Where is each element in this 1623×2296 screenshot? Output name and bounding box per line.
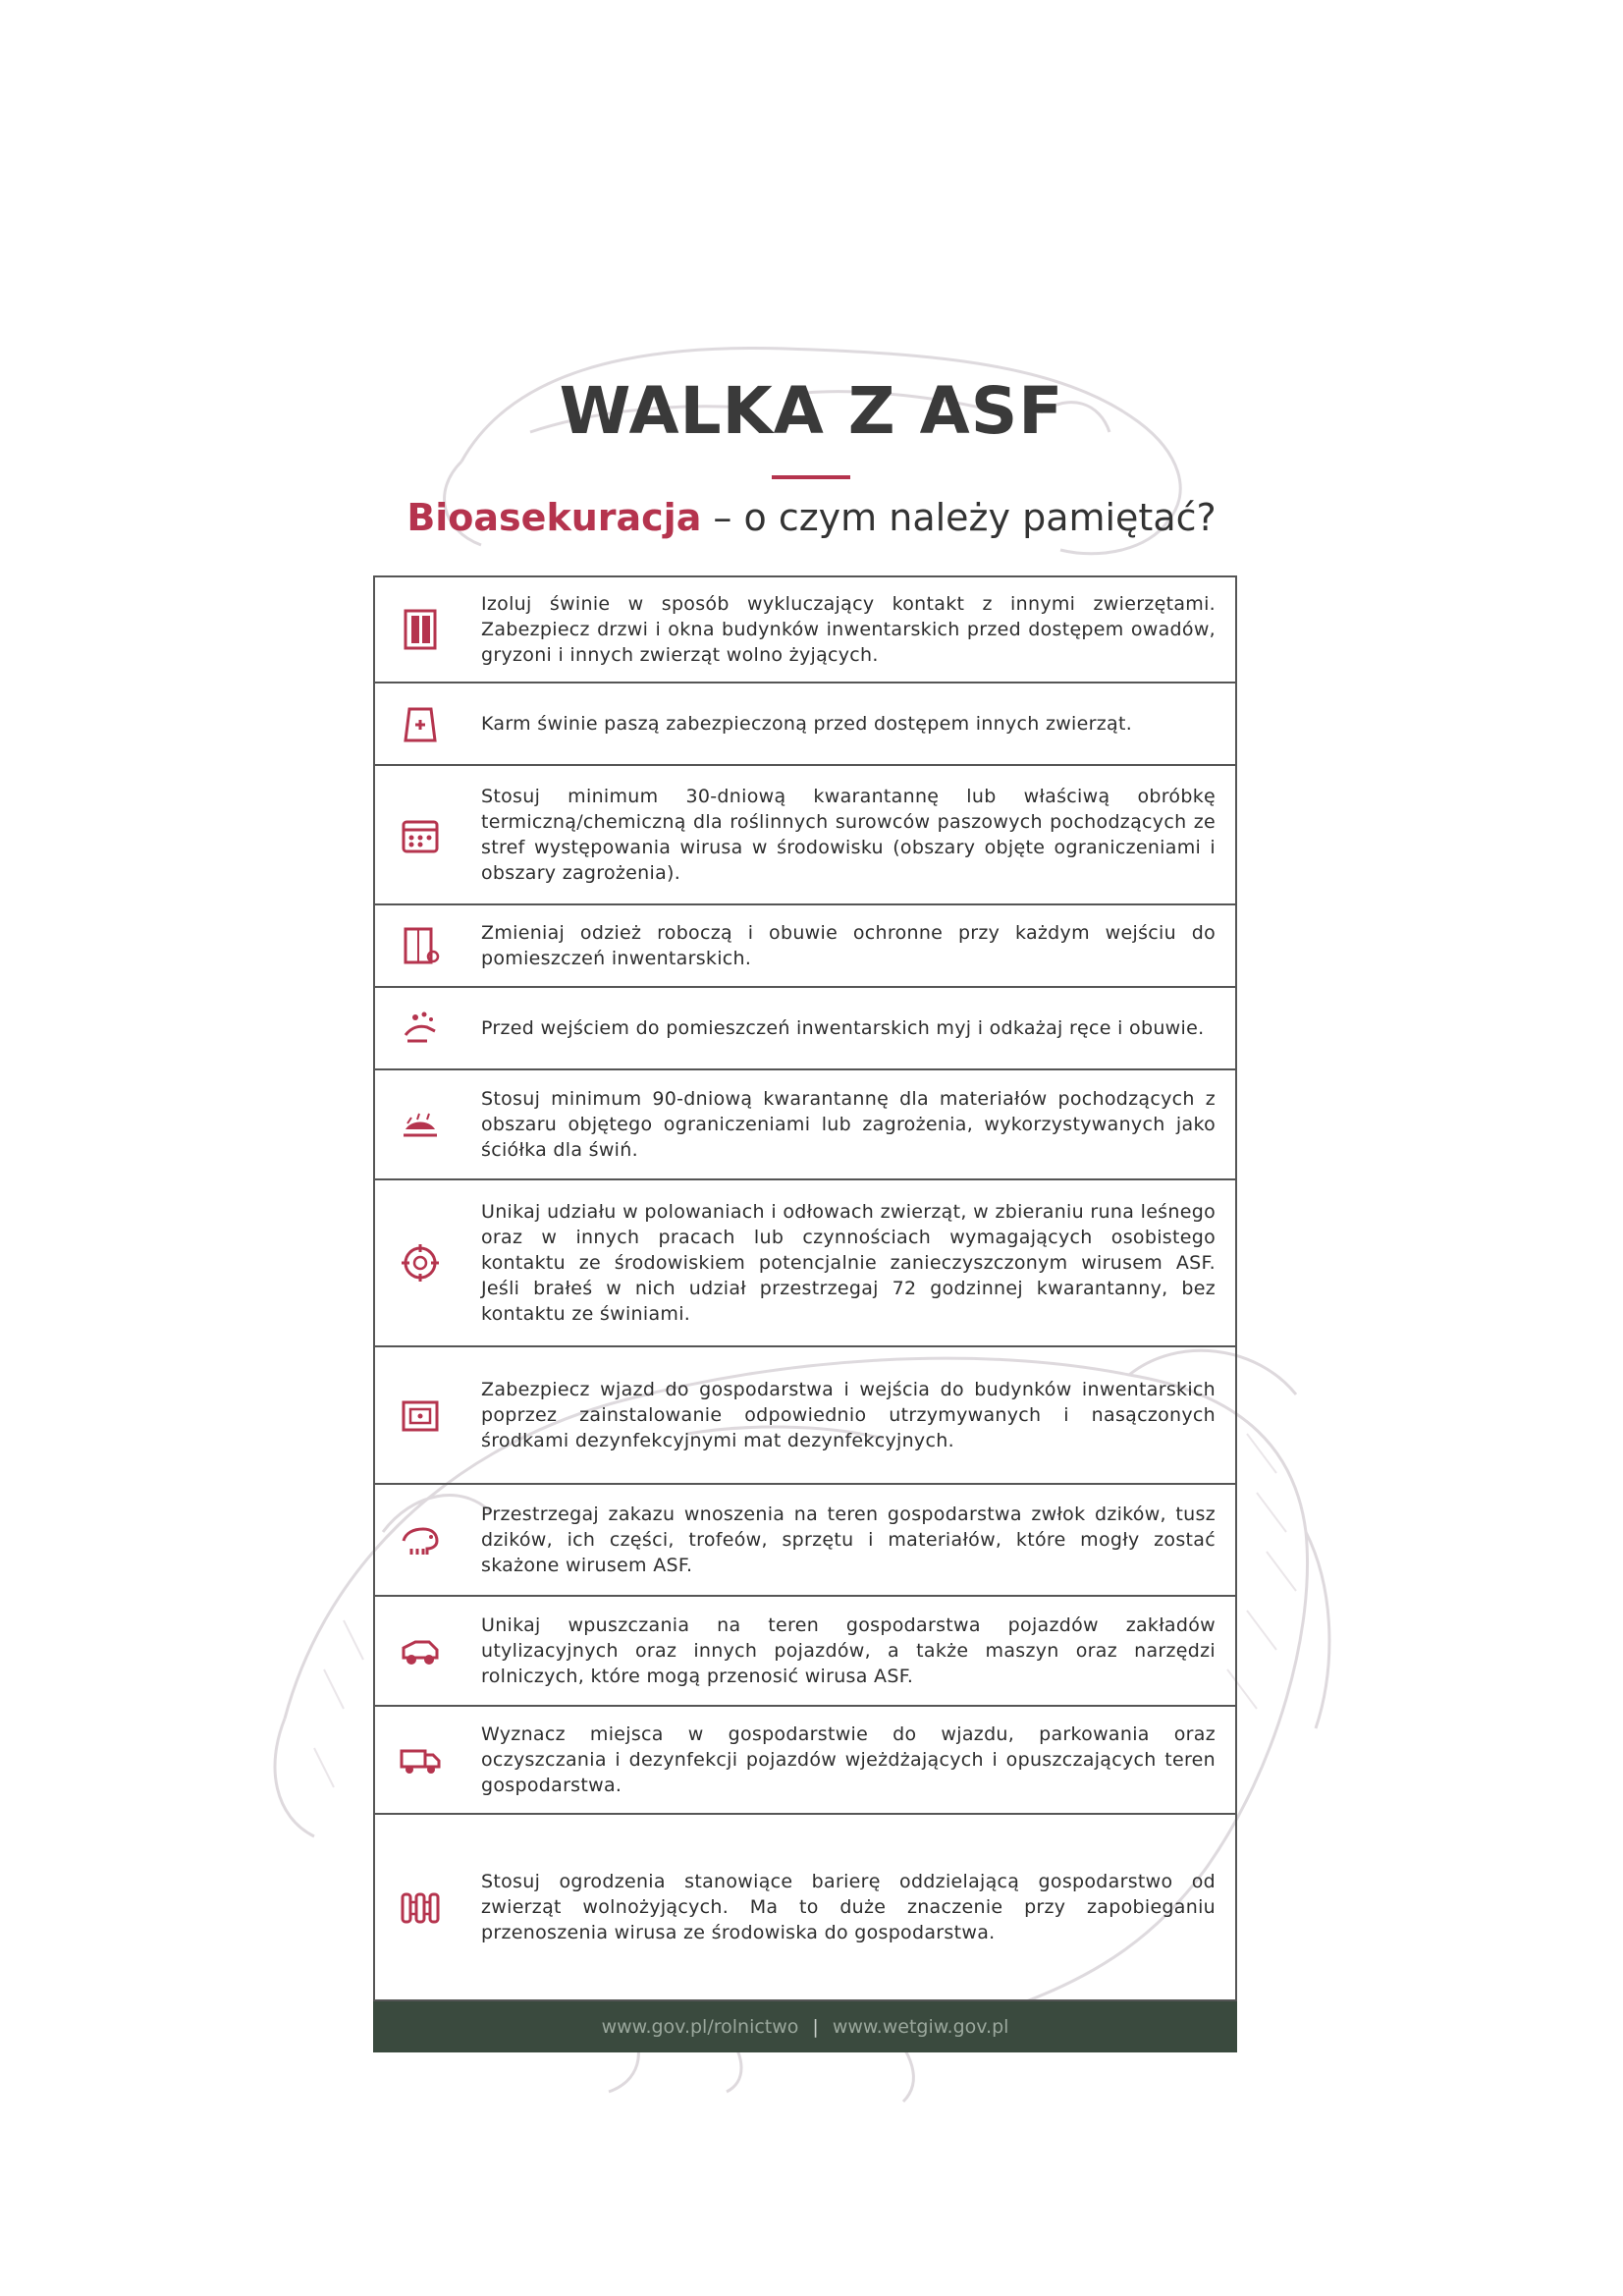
row-text: Stosuj minimum 90-dniową kwarantannę dla materiałów pochodzących z obszaru objętego ograniczeniami lub zagrożenia, wykorzystywanych jako ściółka dla świń. — [481, 1088, 1216, 1161]
row-text: Unikaj wpuszczania na teren gospodarstwa pojazdów zakładów utylizacyjnych oraz innych pojazdów, a także maszyn oraz narzędzi rolniczych, które mogą przenosić wirusa ASF. — [481, 1614, 1216, 1687]
row-text: Przestrzegaj zakazu wnoszenia na teren gospodarstwa zwłok dzików, tusz dzików, ich części, trofeów, sprzętu i materiałów, które mogły zostać skażone wirusem ASF. — [481, 1503, 1216, 1576]
table-row — [375, 1070, 1235, 1180]
truck-icon — [375, 1737, 465, 1782]
boar-icon — [375, 1517, 465, 1562]
hand-wash-icon — [375, 1006, 465, 1051]
row-text: Unikaj udziału w polowaniach i odłowach zwierząt, w zbieraniu runa leśnego oraz w innych pracach lub czynnościach wymagających osobistego kontaktu ze środowiskiem potencjalnie zanieczyszczonym wirusem ASF. Jeśli brałeś w nich udział przestrzegaj 72 godzinnej kwarantanny, bez kontaktu ze świniami. — [481, 1201, 1216, 1325]
table-row — [375, 988, 1235, 1070]
table-row — [375, 766, 1235, 905]
table-row — [375, 905, 1235, 988]
disinfection-mat-icon — [375, 1393, 465, 1438]
calendar-icon — [375, 812, 465, 857]
row-text: Stosuj ogrodzenia stanowiące barierę oddzielającą gospodarstwo od zwierząt wolnożyjących. Ma to duże znaczenie przy zapobieganiu przenoszenia wirusa ze środowiska do gospodarstwa. — [481, 1871, 1216, 1943]
row-text: Izoluj świnie w sposób wykluczający kontakt z innymi zwierzętami. Zabezpiecz drzwi i okna budynków inwentarskich przed dostępem owadów, gryzoni i innych zwierząt wolno żyjących. — [481, 593, 1216, 666]
vehicle-icon — [375, 1628, 465, 1673]
subtitle-accent: Bioasekuracja — [406, 496, 702, 539]
table-row — [375, 1815, 1235, 2001]
footer-link-wetgiw[interactable]: www.wetgiw.gov.pl — [832, 2016, 1009, 2038]
row-text: Wyznacz miejsca w gospodarstwie do wjazdu, parkowania oraz oczyszczania i dezynfekcji pojazdów wjeżdżających i opuszczających teren gospodarstwa. — [481, 1723, 1216, 1796]
biosecurity-table — [373, 575, 1237, 2001]
row-text: Zabezpiecz wjazd do gospodarstwa i wejścia do budynków inwentarskich poprzez zainstalowanie odpowiednio utrzymywanych i nasączonych środkami dezynfekcyjnymi mat dezynfekcyjnych. — [481, 1379, 1216, 1451]
row-text: Zmieniaj odzież roboczą i obuwie ochronne przy każdym wejściu do pomieszczeń inwentarskich. — [481, 922, 1216, 969]
page-title: WALKA Z ASF — [559, 373, 1064, 449]
title-underline — [772, 475, 850, 479]
bedding-pile-icon — [375, 1102, 465, 1147]
table-row — [375, 1180, 1235, 1347]
subtitle — [0, 496, 1623, 539]
table-row — [375, 683, 1235, 766]
feed-bag-icon — [375, 701, 465, 746]
footer-separator: | — [812, 2016, 819, 2038]
table-row — [375, 1707, 1235, 1815]
subtitle-rest: – o czym należy pamiętać? — [701, 496, 1217, 539]
row-text: Stosuj minimum 30-dniową kwarantannę lub właściwą obróbkę termiczną/chemiczną dla roślinnych surowców paszowych pochodzących ze stref występowania wirusa w środowisku (obszary objęte ograniczeniami i obszary zagrożenia). — [481, 786, 1216, 884]
row-text: Przed wejściem do pomieszczeń inwentarskich myj i odkażaj ręce i obuwie. — [481, 1017, 1205, 1039]
table-row — [375, 577, 1235, 683]
clothing-locker-icon — [375, 923, 465, 968]
row-text: Karm świnie paszą zabezpieczoną przed dostępem innych zwierząt. — [481, 713, 1133, 735]
footer-bar — [373, 2001, 1237, 2052]
footer-link-rolnictwo[interactable]: www.gov.pl/rolnictwo — [601, 2016, 799, 2038]
table-row — [375, 1597, 1235, 1707]
table-row — [375, 1485, 1235, 1597]
fence-icon — [375, 1885, 465, 1930]
door-icon — [375, 607, 465, 652]
crosshair-icon — [375, 1240, 465, 1285]
table-row — [375, 1347, 1235, 1485]
